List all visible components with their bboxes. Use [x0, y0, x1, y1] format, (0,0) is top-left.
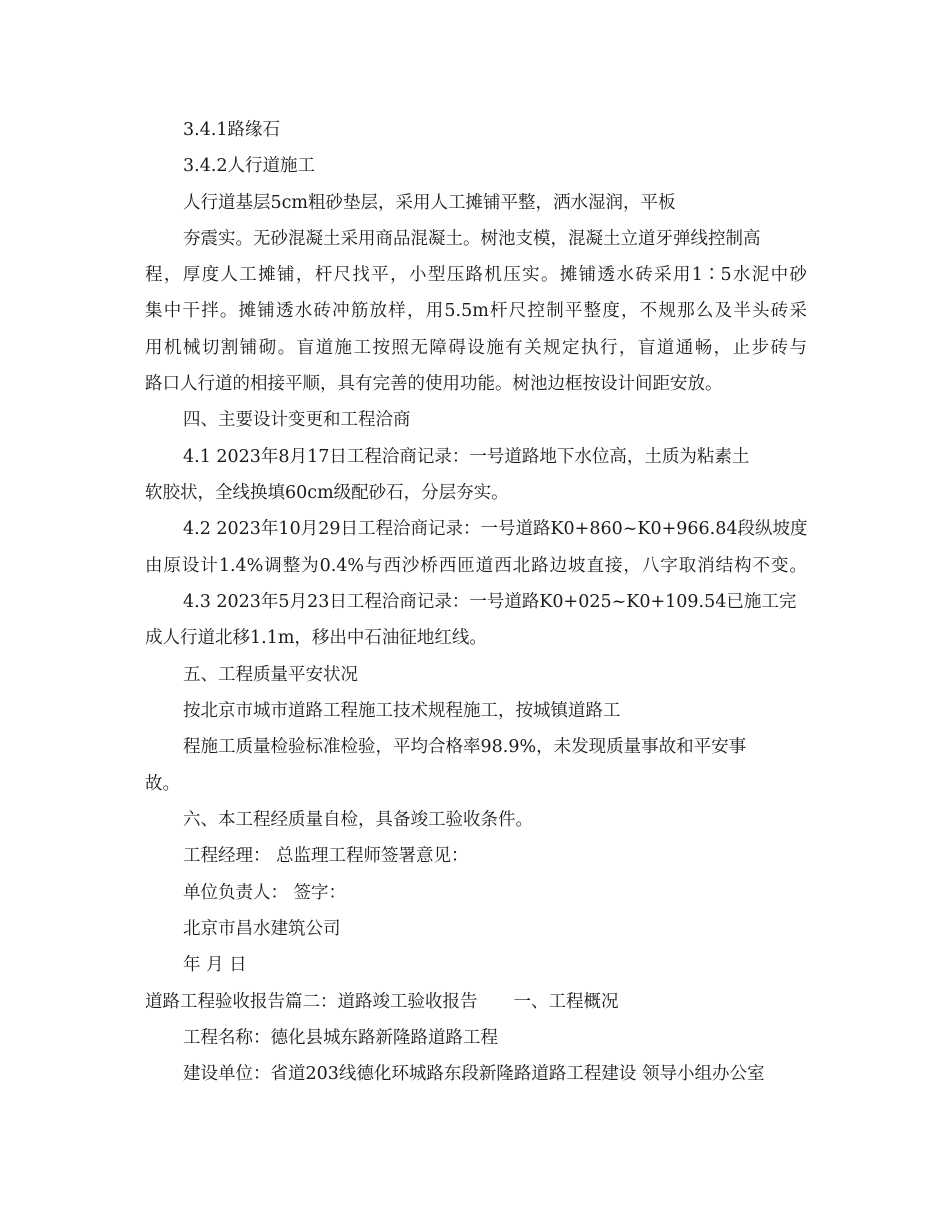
paragraph-line: 4.2 2023年10月29日工程洽商记录：一号道路K0+860~K0+966.84段纵坡度 — [183, 519, 808, 539]
project-name: 工程名称：德化县城东路新隆路道路工程 — [183, 1028, 498, 1048]
paragraph-line: 夯震实。无砂混凝土采用商品混凝土。树池支模，混凝土立道牙弹线控制高 — [183, 229, 761, 249]
section-heading-4: 四、主要设计变更和工程洽商 — [183, 410, 411, 430]
signature-line: 单位负责人： 签字： — [183, 883, 347, 903]
paragraph-line: 按北京市城市道路工程施工技术规程施工，按城镇道路工 — [183, 701, 621, 721]
project-overview-heading: 一、工程概况 — [513, 992, 619, 1012]
paragraph-line: 人行道基层5cm粗砂垫层，采用人工摊铺平整，洒水湿润，平板 — [183, 193, 676, 213]
heading-3-4-2: 3.4.2人行道施工 — [183, 156, 316, 176]
paragraph-line: 程施工质量检验标准检验，平均合格率98.9%，未发现质量事故和平安事 — [183, 737, 747, 757]
paragraph-line: 用机械切割铺砌。盲道施工按照无障碍设施有关规定执行，盲道通畅，止步砖与 — [145, 338, 807, 358]
construction-unit: 建设单位：省道203线德化环城路东段新隆路道路工程建设 领导小组办公室 — [183, 1064, 765, 1084]
paragraph-line: 路口人行道的相接平顺，具有完善的使用功能。树池边框按设计间距安放。 — [145, 374, 723, 394]
signature-line: 工程经理： 总监理工程师签署意见： — [183, 846, 469, 866]
paragraph-line: 成人行道北移1.1m，移出中石油征地红线。 — [145, 628, 487, 648]
paragraph-line: 4.1 2023年8月17日工程洽商记录：一号道路地下水位高，土质为粘素土 — [183, 447, 750, 467]
part-two-title-text: 道路工程验收报告篇二：道路竣工验收报告 — [145, 992, 478, 1012]
part-two-title — [145, 990, 619, 1014]
paragraph-line: 程，厚度人工摊铺，杆尺找平，小型压路机压实。摊铺透水砖采用1∶5水泥中砂 — [145, 265, 807, 285]
paragraph-line: 软胶状，全线换填60cm级配砂石，分层夯实。 — [145, 483, 509, 503]
section-heading-5: 五、工程质量平安状况 — [183, 665, 358, 685]
section-heading-6: 六、本工程经质量自检，具备竣工验收条件。 — [183, 810, 533, 830]
paragraph-line: 4.3 2023年5月23日工程洽商记录：一号道路K0+025~K0+109.54已施工完 — [183, 592, 797, 612]
heading-3-4-1: 3.4.1路缘石 — [183, 120, 281, 140]
paragraph-line: 故。 — [145, 774, 180, 794]
date-line: 年 月 日 — [183, 955, 247, 975]
paragraph-line: 由原设计1.4%调整为0.4%与西沙桥西匝道西北路边坡直接，八字取消结构不变。 — [145, 556, 807, 576]
company-name: 北京市昌水建筑公司 — [183, 919, 341, 939]
paragraph-line: 集中干拌。摊铺透水砖冲筋放样，用5.5m杆尺控制平整度，不规那么及半头砖采 — [145, 301, 807, 321]
